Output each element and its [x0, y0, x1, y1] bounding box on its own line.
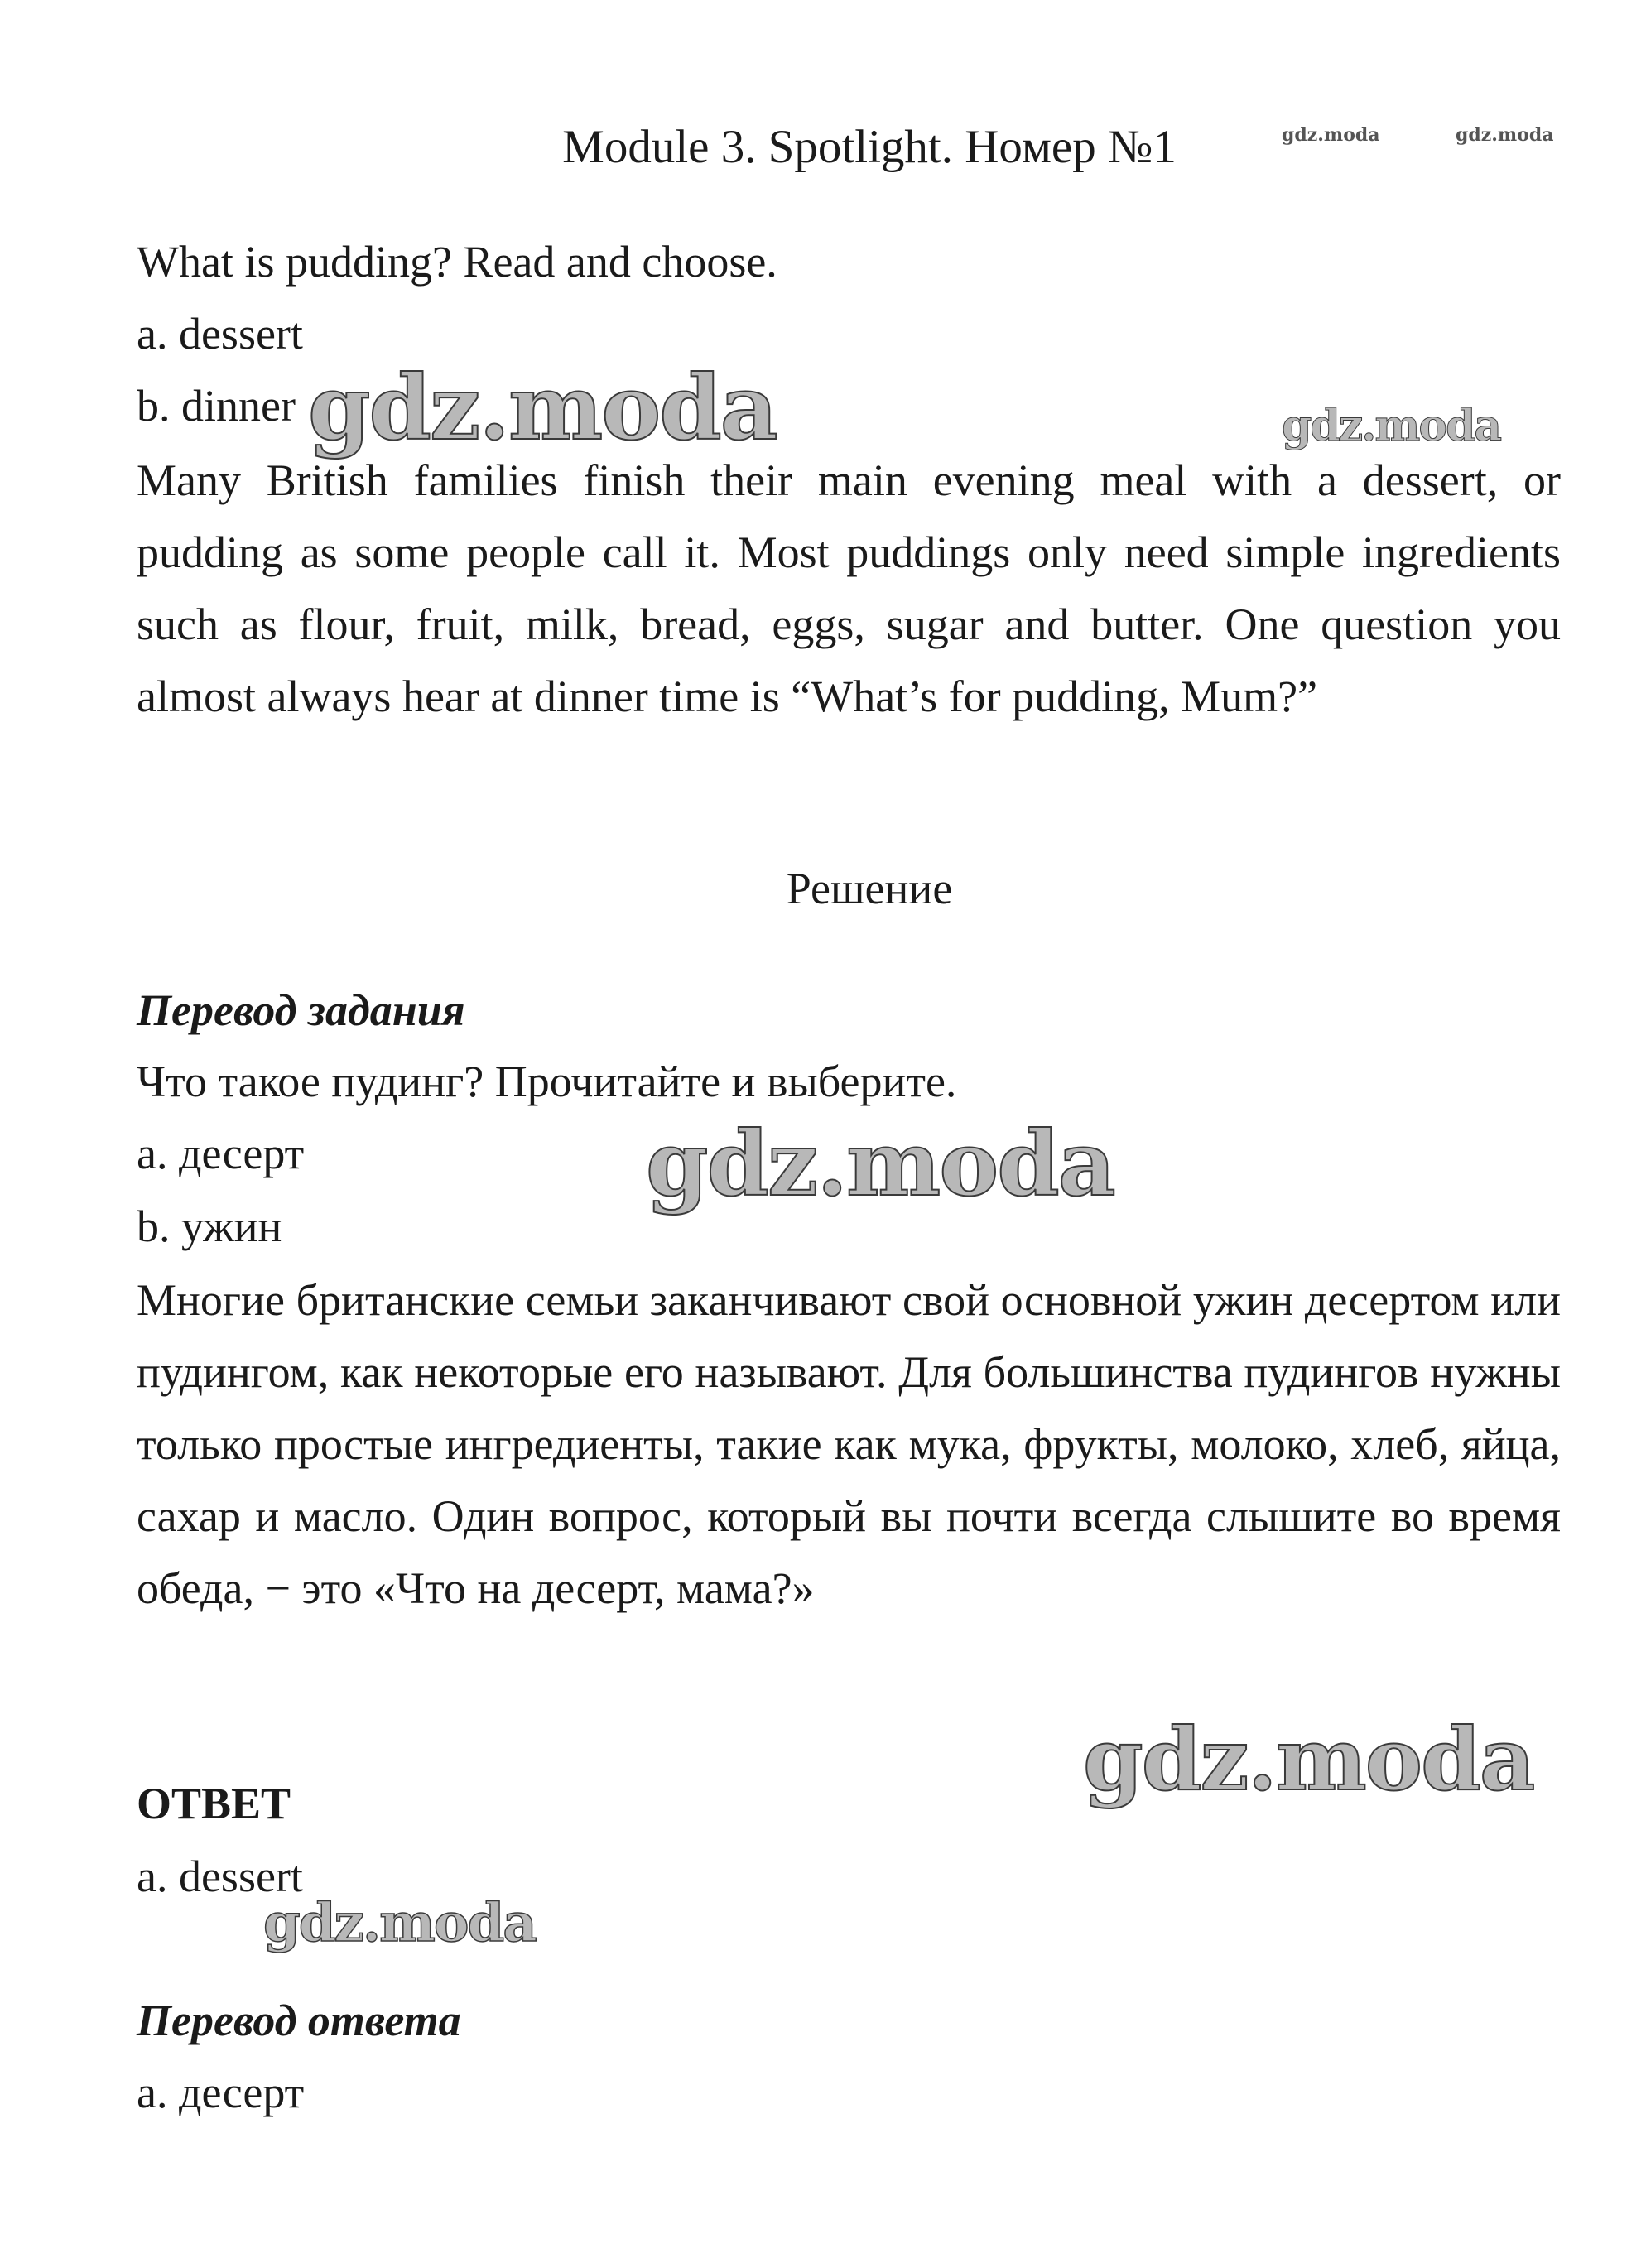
small-watermark-1: gdz.moda: [1282, 124, 1380, 146]
translation-option-a: a. десерт: [137, 1129, 305, 1178]
task-option-a: a. dessert: [137, 309, 303, 359]
translation-question: Что такое пудинг? Прочитайте и выберите.: [137, 1057, 957, 1106]
watermark-3: gdz.moda: [646, 1112, 1114, 1216]
task-text: Many British families finish their main evening meal with a dessert, or pudding as some people call it. Most puddings only need simple ingredients such as flour, fruit, milk, bread, eggs, sugar and butter. One question you almost always hear at dinner time is “What’s for pudding, Mum?”: [137, 455, 1561, 721]
watermark-5: gdz.moda: [263, 1892, 536, 1954]
answer-text: a. dessert: [137, 1851, 303, 1901]
page-title: Module 3. Spotlight. Номер №1: [562, 121, 1177, 173]
small-watermark-2: gdz.moda: [1456, 124, 1554, 146]
translation-heading: Перевод задания: [137, 985, 465, 1035]
watermark-2: gdz.moda: [1282, 401, 1501, 451]
watermark-1: gdz.moda: [308, 356, 777, 460]
watermark-4: gdz.moda: [1083, 1708, 1534, 1810]
task-option-b: b. dinner: [137, 381, 296, 431]
answer-translation: a. десерт: [137, 2068, 305, 2117]
task-question: What is pudding? Read and choose.: [137, 237, 777, 287]
answer-translation-heading: Перевод ответа: [137, 1996, 461, 2045]
translation-text: Многие британские семьи заканчивают свой основной ужин десертом или пудингом, как некоторые его называют. Для большинства пудингов нужны только простые ингредиенты, такие как мука, фрукты, молоко, хлеб, яйца, сахар и масло. Один вопрос, который вы почти всегда слышите во время обеда, − это «Что на десерт, мама?»: [137, 1275, 1561, 1613]
solution-heading: Решение: [786, 864, 953, 913]
answer-heading: ОТВЕТ: [137, 1779, 291, 1828]
translation-option-b: b. ужин: [137, 1201, 282, 1251]
